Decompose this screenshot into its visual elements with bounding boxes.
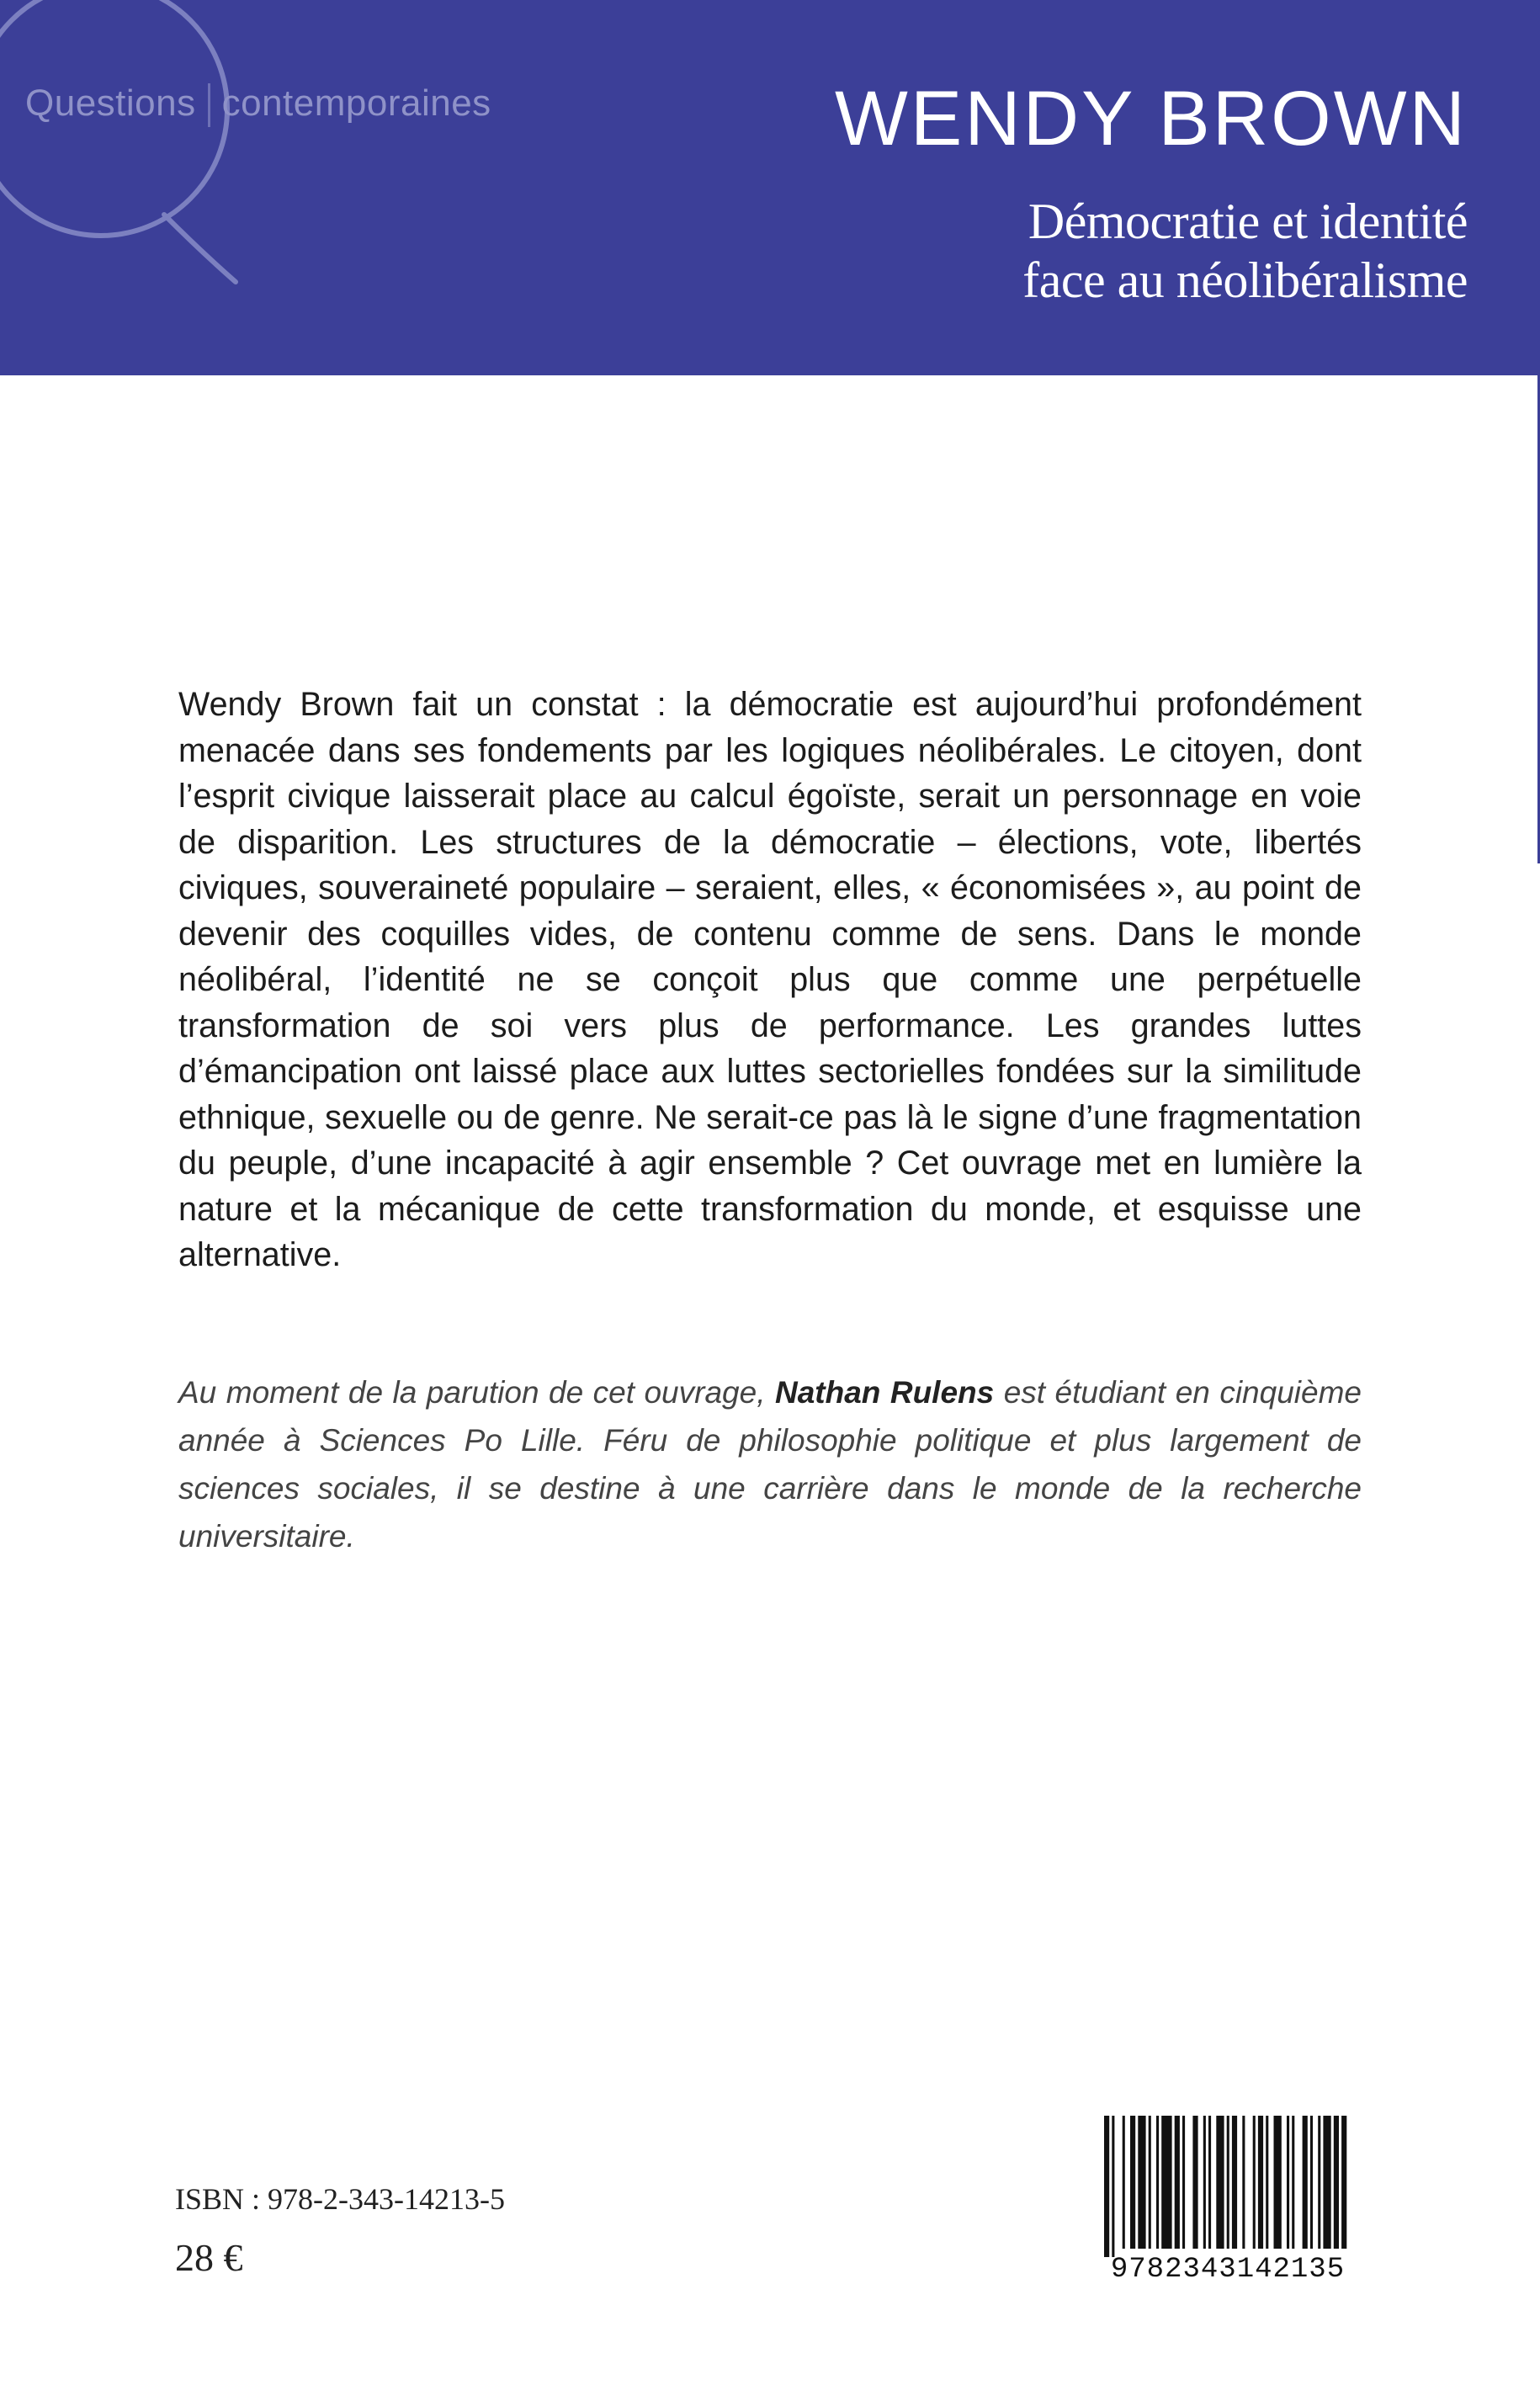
barcode-bars — [1097, 2116, 1358, 2259]
barcode-bar — [1303, 2116, 1308, 2249]
barcode-bar — [1216, 2116, 1224, 2249]
barcode-bar — [1334, 2116, 1339, 2249]
barcode-bar — [1232, 2116, 1237, 2249]
barcode — [1097, 2116, 1358, 2284]
barcode-bar — [1203, 2116, 1206, 2249]
book-title-line-2: face au néolibéralisme — [1022, 252, 1468, 308]
barcode-bar — [1149, 2116, 1151, 2249]
barcode-bar — [1227, 2116, 1229, 2249]
series-name — [25, 82, 491, 127]
isbn-label: ISBN : 978-2-343-14213-5 — [175, 2182, 505, 2216]
barcode-bar — [1274, 2116, 1282, 2249]
cover-header — [0, 0, 1540, 375]
barcode-number: 9782343142135 — [1110, 2254, 1346, 2286]
translator-bio — [178, 1368, 1362, 1560]
book-title — [1022, 192, 1468, 310]
barcode-bar — [1112, 2116, 1114, 2257]
barcode-bar — [1161, 2116, 1171, 2249]
barcode-bar — [1287, 2116, 1289, 2249]
barcode-bar — [1292, 2116, 1294, 2249]
barcode-bar — [1208, 2116, 1211, 2249]
barcode-bar — [1182, 2116, 1185, 2249]
bio-before: Au moment de la parution de cet ouvrage, — [178, 1375, 775, 1410]
bio-after: est étudiant en cinquième année à Sciences Po Lille. Féru de philosophie politique et plus largement de sciences sociales, il se destine à une carrière dans le monde de la recherche universitaire. — [178, 1375, 1362, 1554]
author-name: WENDY BROWN — [835, 76, 1468, 162]
barcode-bar — [1253, 2116, 1256, 2249]
barcode-bar — [1156, 2116, 1159, 2249]
barcode-bar — [1104, 2116, 1109, 2257]
series-word-contemporaines: contemporaines — [221, 82, 491, 124]
series-word-questions: Questions — [25, 82, 196, 124]
barcode-bar — [1258, 2116, 1263, 2249]
barcode-bar — [1123, 2116, 1125, 2249]
book-title-line-1: Démocratie et identité — [1028, 194, 1468, 249]
barcode-bar — [1130, 2116, 1135, 2249]
barcode-bar — [1323, 2116, 1330, 2249]
barcode-bar — [1192, 2116, 1197, 2249]
barcode-bar — [1341, 2116, 1346, 2249]
barcode-bar — [1242, 2116, 1245, 2249]
barcode-bar — [1266, 2116, 1268, 2249]
barcode-bar — [1175, 2116, 1180, 2249]
book-summary: Wendy Brown fait un constat : la démocratie est aujourd’hui profondément menacée dans ses fondements par les logiques néolibérales. Le citoyen, dont l’esprit civique laisserait place au calcul égoïste, serait un personnage en voie de disparition. Les structures de la démocratie – élections, vote, libertés civiques, souveraineté populaire – seraient, elles, « économisées », au point de devenir des coquilles vides, de contenu comme de sens. Dans le monde néolibéral, l’identité ne se conçoit plus que comme une perpétuelle transformation de soi vers plus de performance. Les grandes luttes d’émancipation ont laissé place aux luttes sectorielles fondées sur la similitude ethnique, sexuelle ou de genre. Ne serait-ce pas là le signe d’une fragmentation du peuple, d’une incapacité à agir ensemble ? Cet ouvrage met en lumière la nature et la mécanique de cette transformation du monde, et esquisse une alternative. — [178, 686, 1362, 1273]
barcode-bar — [1138, 2116, 1145, 2249]
series-q-logo — [0, 0, 269, 303]
barcode-bar — [1318, 2116, 1320, 2249]
series-separator — [208, 83, 210, 127]
bio-name: Nathan Rulens — [774, 1375, 995, 1410]
barcode-bar — [1310, 2116, 1313, 2249]
price-label: 28 € — [175, 2236, 243, 2279]
